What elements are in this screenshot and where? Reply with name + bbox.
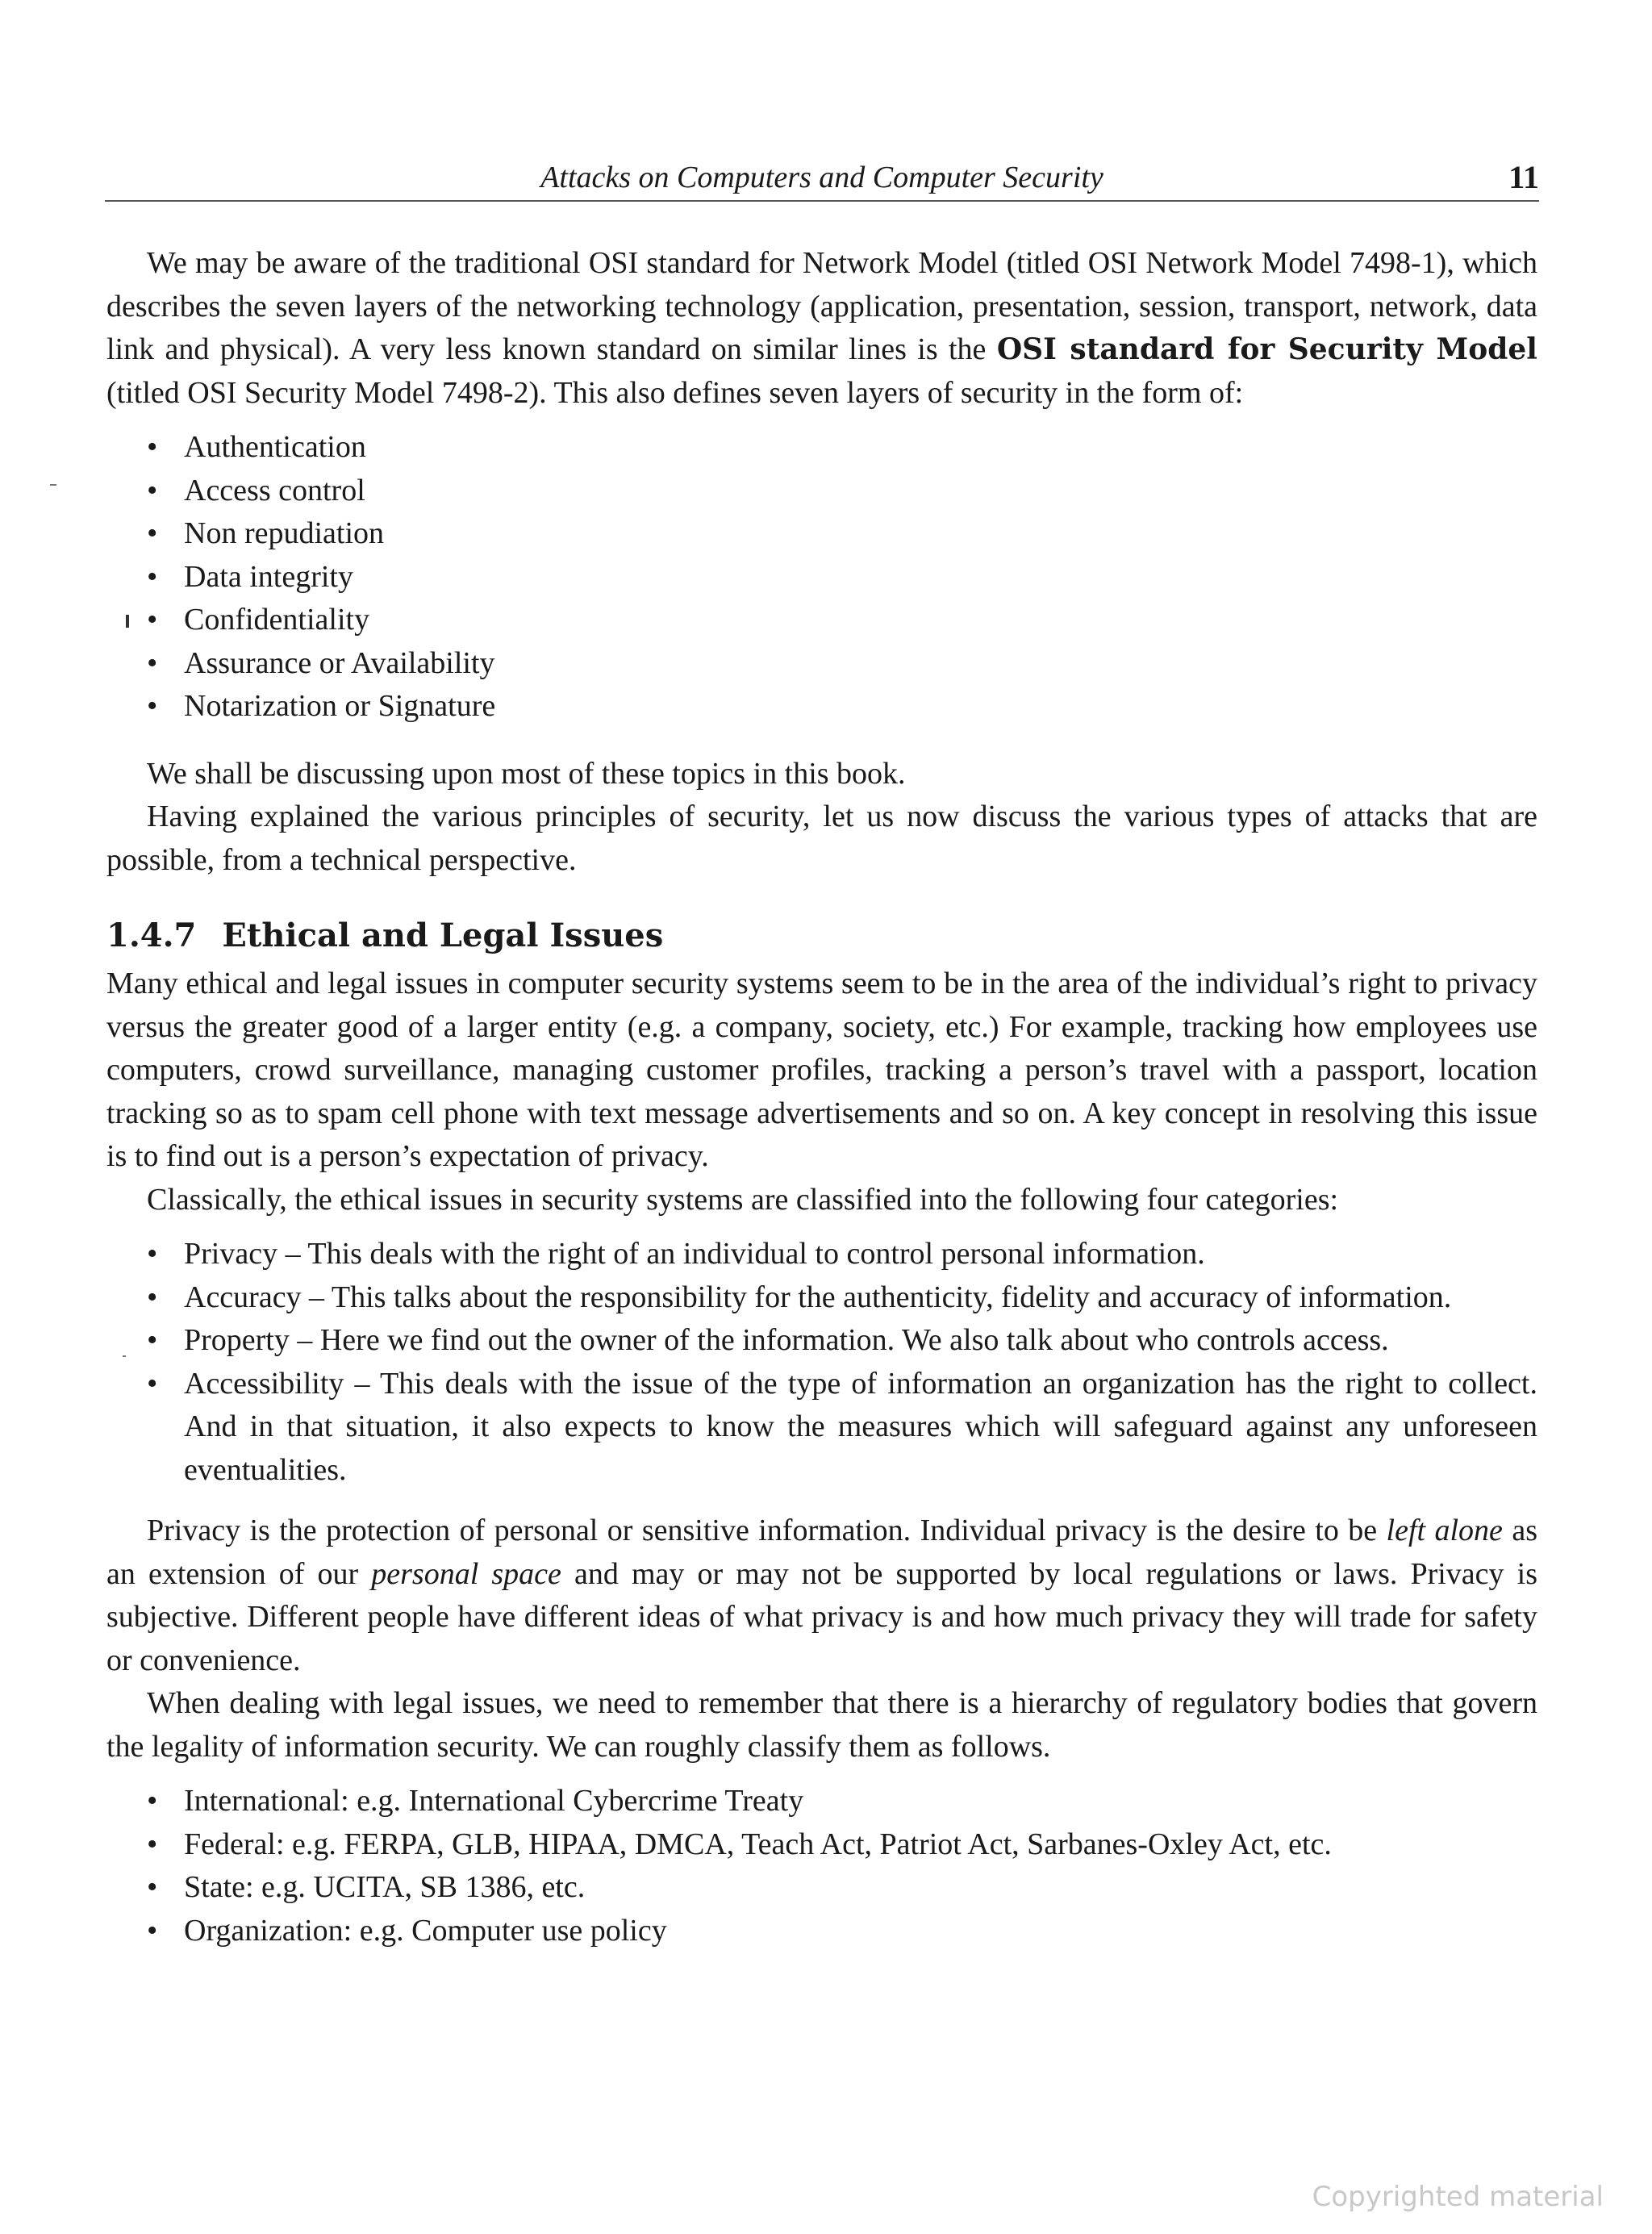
list-item <box>106 685 1537 729</box>
list-item-text: Organization: e.g. Computer use policy <box>184 1913 667 1948</box>
list-item-text: State: e.g. UCITA, SB 1386, etc. <box>184 1870 586 1904</box>
bullet-icon: • <box>147 516 158 550</box>
section-heading <box>106 912 1537 959</box>
bullet-icon: • <box>147 645 158 680</box>
list-item <box>106 426 1537 470</box>
privacy-text-2: as an extension of our <box>106 1514 1538 1591</box>
list-item <box>106 1233 1537 1276</box>
bullet-icon: • <box>147 1323 158 1357</box>
intro-text-start: We may be aware of the traditional OSI standard for Network Model (titled OSI Network Model 7498-1), which describes the seven layers of the networking technology (application, presentation, session, transport, network, data link and physical). A very less known standard on similar lines is the <box>106 246 1537 366</box>
section-title: Ethical and Legal Issues <box>222 917 664 954</box>
list-item <box>106 1823 1537 1867</box>
running-header <box>105 158 1539 202</box>
list-item <box>106 1276 1537 1320</box>
bullet-icon: • <box>147 473 158 507</box>
list-item <box>106 599 1537 642</box>
list-item <box>106 556 1537 599</box>
list-item-text: Accessibility – This deals with the issue of the type of information an organization has the right to collect. And in that situation, it also expects to know the measures which will safeguard against any unforeseen eventualities. <box>184 1366 1537 1487</box>
list-item <box>106 1363 1537 1493</box>
left-alone-term: left alone <box>1386 1514 1503 1547</box>
list-item <box>106 512 1537 556</box>
list-item <box>106 1910 1537 1953</box>
list-item <box>106 1780 1537 1823</box>
list-item-text: Assurance or Availability <box>184 645 495 680</box>
page-body <box>106 242 1537 1952</box>
list-item <box>106 1866 1537 1910</box>
bullet-icon: • <box>147 1366 158 1401</box>
scan-speck <box>123 1355 126 1357</box>
ethical-categories-list <box>106 1233 1537 1492</box>
legal-issues-paragraph: When dealing with legal issues, we need to remember that there is a hierarchy of regulatory bodies that govern the legality of information security. We can roughly classify them as follows. <box>106 1686 1537 1764</box>
bullet-icon: • <box>147 1237 158 1271</box>
bullet-icon: • <box>147 1870 158 1904</box>
list-item <box>106 470 1537 513</box>
osi-security-model-term: OSI standard for Security Model <box>996 332 1537 366</box>
ethical-intro-paragraph: Many ethical and legal issues in computer security systems seem to be in the area of the individual’s right to privacy versus the greater good of a larger entity (e.g. a company, society, etc.) For example, tracking how employees use computers, crowd surveillance, managing customer profiles, tracking a person’s travel with a passport, location tracking so as to spam cell phone with text message advertisements and so on. A key concept in resolving this issue is to find out is a person’s expectation of privacy. <box>106 967 1537 1173</box>
bullet-icon: • <box>147 559 158 594</box>
having-explained-paragraph: Having explained the various principles of security, let us now discuss the various types of attacks that are possible, from a technical perspective. <box>106 800 1537 877</box>
privacy-text-1: Privacy is the protection of personal or sensitive information. Individual privacy is the desire to be <box>147 1514 1387 1547</box>
privacy-paragraph <box>106 1510 1537 1682</box>
list-item <box>106 642 1537 686</box>
privacy-text-3: and may or may not be supported by local regulations or laws. Privacy is subjective. Different people have different ideas of what privacy is and how much privacy they will trade for safety or convenience. <box>106 1556 1537 1677</box>
list-item-text: Notarization or Signature <box>184 689 496 723</box>
bullet-icon: • <box>147 1827 158 1861</box>
intro-text-end: (titled OSI Security Model 7498-2). This also defines seven layers of security in the form of: <box>106 375 1244 410</box>
list-item-text: Accuracy – This talks about the responsibility for the authenticity, fidelity and accuracy of information. <box>184 1280 1452 1314</box>
discussing-paragraph: We shall be discussing upon most of these topics in this book. <box>147 756 906 791</box>
bullet-icon: • <box>147 603 158 637</box>
list-item-text: International: e.g. International Cybercrime Treaty <box>184 1784 804 1818</box>
list-item-text: Confidentiality <box>184 603 370 637</box>
bullet-icon: • <box>147 430 158 464</box>
scan-speck <box>50 484 56 486</box>
list-item-text: Data integrity <box>184 559 353 594</box>
legal-bodies-list <box>106 1780 1537 1952</box>
intro-paragraph <box>106 242 1537 415</box>
section-number: 1.4.7 <box>106 917 197 954</box>
bullet-icon: • <box>147 1280 158 1314</box>
running-title: Attacks on Computers and Computer Security <box>540 161 1103 194</box>
personal-space-term: personal space <box>371 1556 561 1591</box>
list-item-text: Privacy – This deals with the right of an individual to control personal information. <box>184 1237 1205 1271</box>
copyright-watermark: Copyrighted material <box>1312 2181 1604 2213</box>
bullet-icon: • <box>147 689 158 723</box>
list-item-text: Property – Here we find out the owner of the information. We also talk about who controls access. <box>184 1323 1389 1357</box>
scan-speck <box>126 615 129 628</box>
security-layers-list <box>106 426 1537 729</box>
bullet-icon: • <box>147 1784 158 1818</box>
list-item-text: Non repudiation <box>184 516 385 550</box>
list-item <box>106 1319 1537 1363</box>
bullet-icon: • <box>147 1913 158 1948</box>
list-item-text: Authentication <box>184 430 366 464</box>
list-item-text: Access control <box>184 473 365 507</box>
list-item-text: Federal: e.g. FERPA, GLB, HIPAA, DMCA, Teach Act, Patriot Act, Sarbanes-Oxley Act, etc. <box>184 1827 1332 1861</box>
classically-paragraph: Classically, the ethical issues in security systems are classified into the following four categories: <box>147 1182 1339 1217</box>
page-number: 11 <box>1508 159 1539 195</box>
